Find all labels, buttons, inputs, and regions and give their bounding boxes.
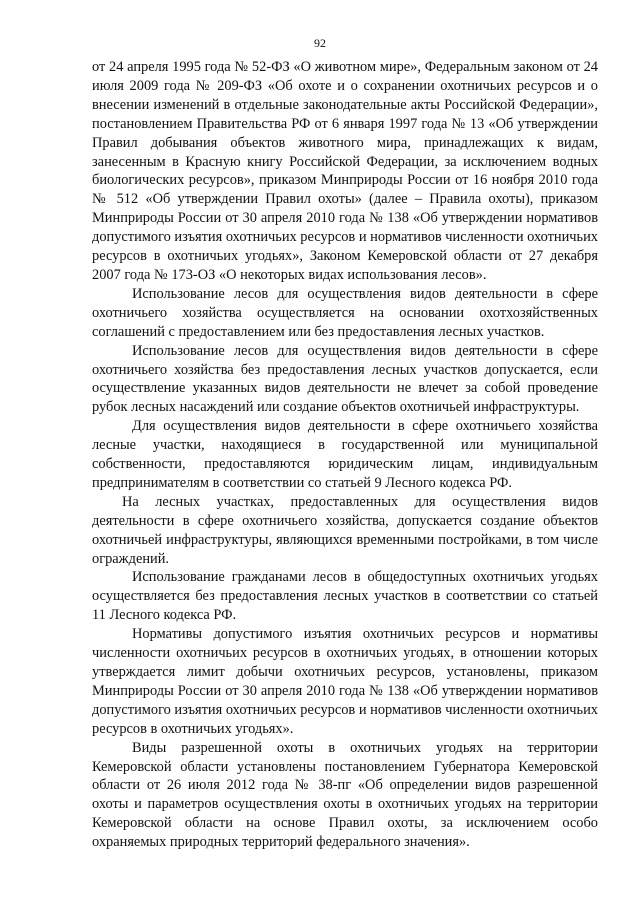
page-number: 92 xyxy=(314,36,326,50)
paragraph-forest-use-agreements: Использование лесов для осуществления видов деятельности в сфере охотничьего хозяйства осуществляется на основании охотхозяйственных соглашений с предоставлением или без предоставления лесных участков. xyxy=(92,285,598,340)
paragraph-use-without-plots: Использование лесов для осуществления видов деятельности в сфере охотничьего хозяйства без предоставления лесных участков допускается, если осуществление указанных видов деятельности не влечет за собой проведение рубок лесных насаждений или создание объектов охотничьей инфраструктуры. xyxy=(92,342,598,416)
paragraph-legal-basis-continued: от 24 апреля 1995 года № 52-ФЗ «О животном мире», Федеральным законом от 24 июля 2009 года № 209-ФЗ «Об охоте и о сохранении охотничьих ресурсов и о внесении изменений в отдельные законодательные акты Российской Федерации», постановлением Правительства РФ от 6 января 1997 года № 13 «Об утверждении Правил добывания объектов животного мира, принадлежащих к видам, занесенным в Красную книгу Российской Федерации, за исключением водных биологических ресурсов», приказом Минприроды России от 16 ноября 2010 года № 512 «Об утверждении Правил охоты» (далее – Правила охоты), приказом Минприроды России от 30 апреля 2010 года № 138 «Об утверждении нормативов допустимого изъятия охотничьих ресурсов и нормативов численности охотничьих ресурсов в охотничьих угодьях», Законом Кемеровской области от 27 декабря 2007 года № 173-ОЗ «О некоторых видах использования лесов». xyxy=(92,59,598,283)
paragraph-public-hunting-grounds: Использование гражданами лесов в общедоступных охотничьих угодьях осуществляется без предоставления лесных участков в соответствии со статьей 11 Лесного кодекса РФ. xyxy=(92,569,598,624)
document-body xyxy=(92,58,598,852)
paragraph-harvest-norms: Нормативы допустимого изъятия охотничьих ресурсов и нормативы численности охотничьих ресурсов в охотничьих угодьях, в отношении которых утверждается лимит добычи охотничьих ресурсов, установлены, приказом Минприроды России от 30 апреля 2010 года № 138 «Об утверждении нормативов допустимого изъятия охотничьих ресурсов и нормативов численности охотничьих ресурсов в охотничьих угодьях». xyxy=(92,626,598,737)
paragraph-permitted-hunting-types: Виды разрешенной охоты в охотничьих угодьях на территории Кемеровской области установлены постановлением Губернатора Кемеровской области от 26 июля 2012 года № 38-пг «Об определении видов разрешенной охоты и параметров осуществления охоты в охотничьих угодьях на территории Кемеровской области на основе Правил охоты, за исключением особо охраняемых природных территорий федерального значения». xyxy=(92,739,598,851)
paragraph-plots-provision: Для осуществления видов деятельности в сфере охотничьего хозяйства лесные участки, находящиеся в государственной или муниципальной собственности, предоставляются юридическим лицам, индивидуальным предпринимателям в соответствии со статьей 9 Лесного кодекса РФ. xyxy=(92,418,598,491)
paragraph-infrastructure: На лесных участках, предоставленных для осуществления видов деятельности в сфере охотничьего хозяйства, допускается создание объектов охотничьей инфраструктуры, являющихся временными постройками, в том числе ограждений. xyxy=(92,493,598,567)
